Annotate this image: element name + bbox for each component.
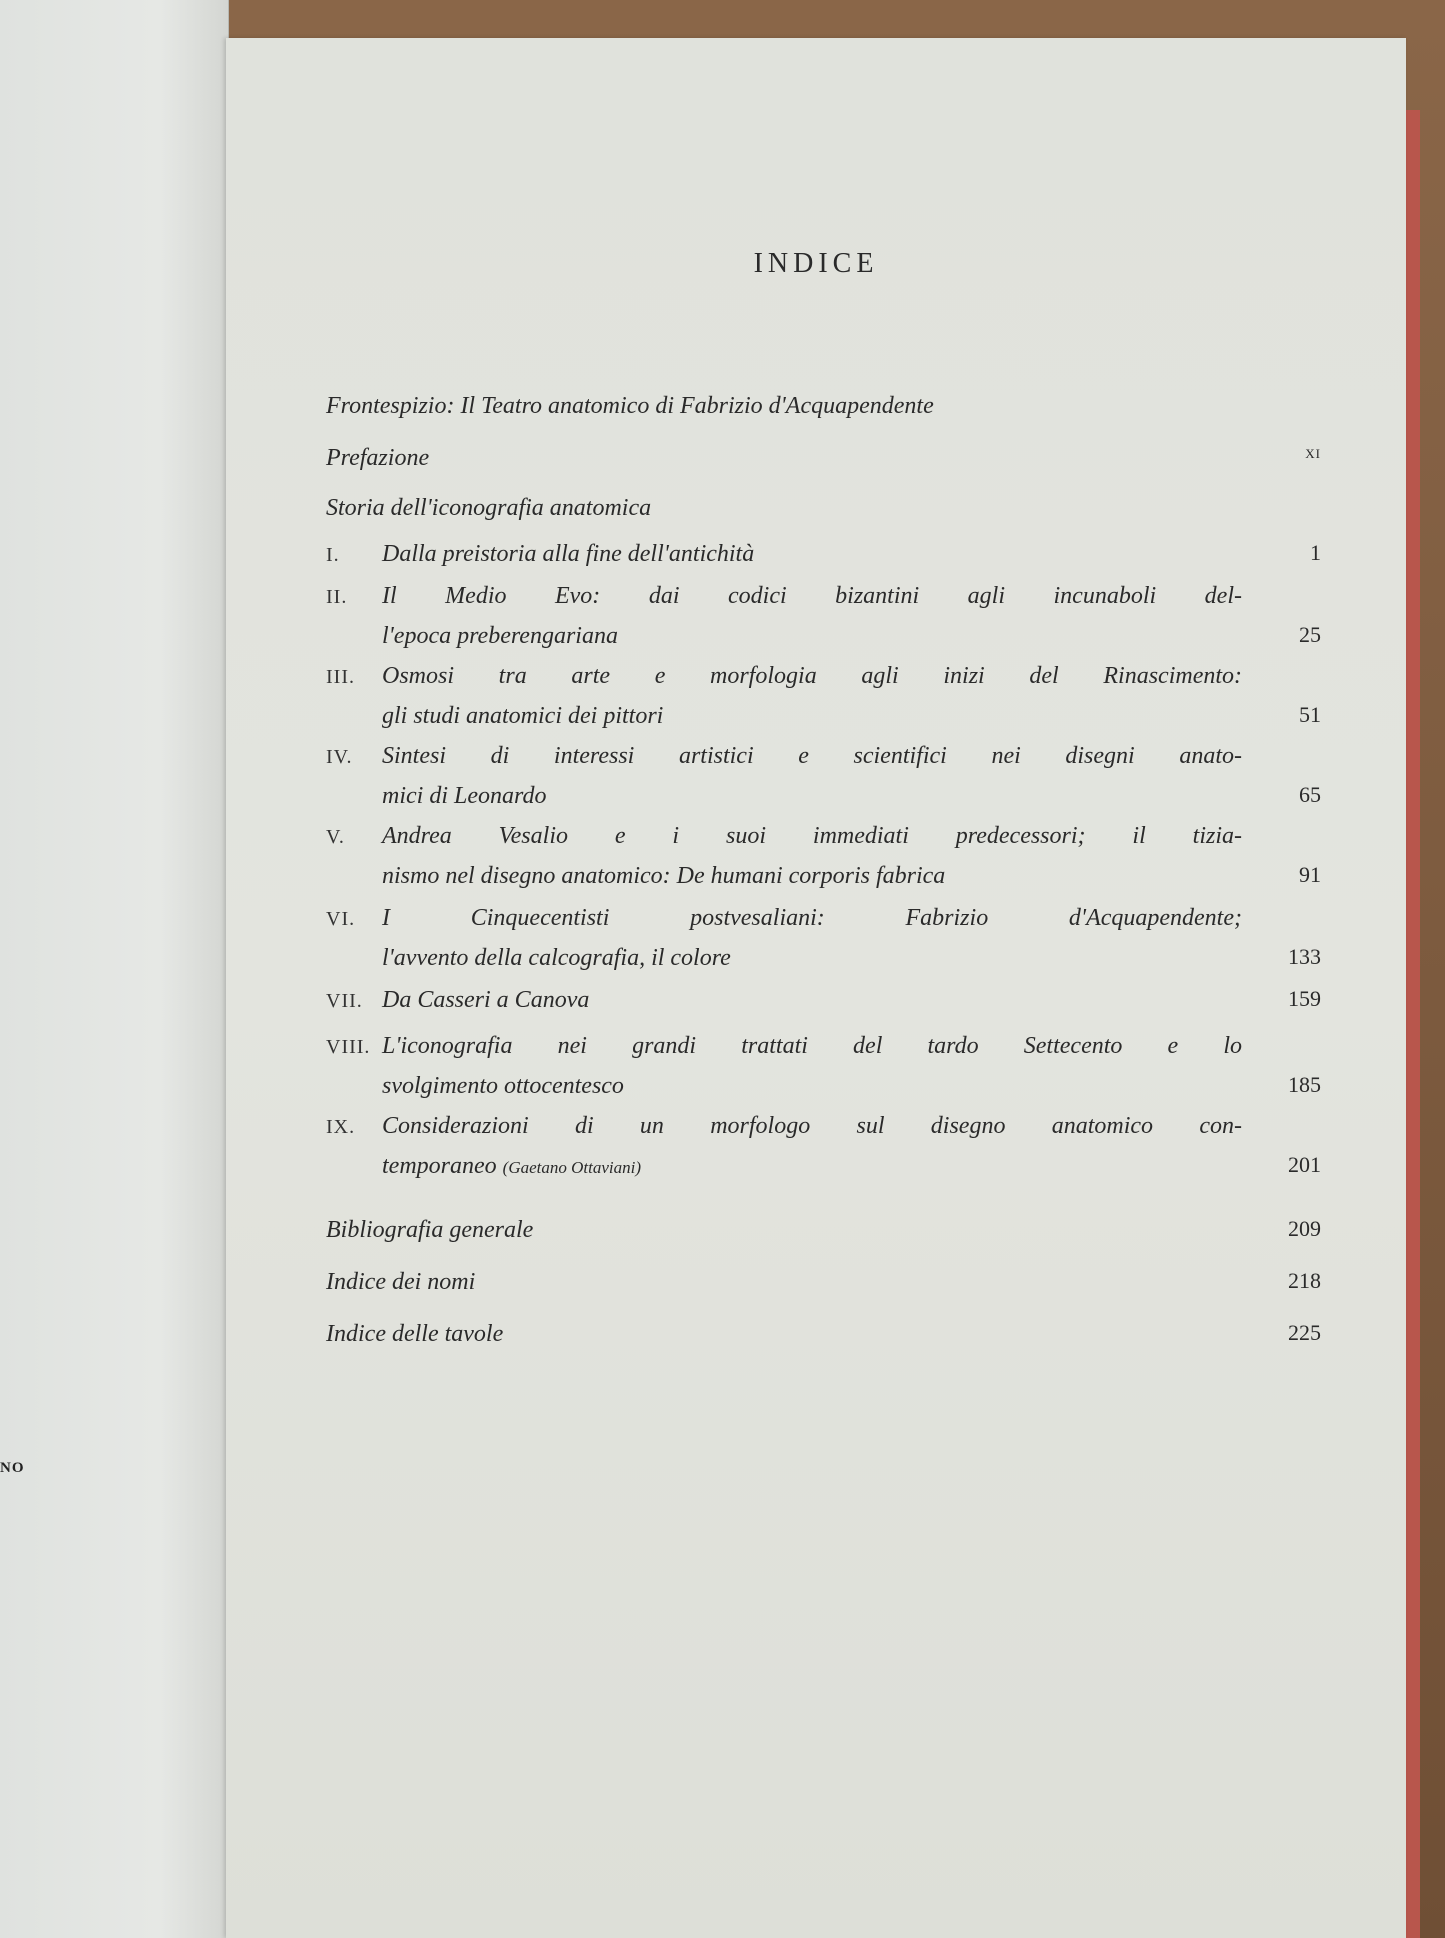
chapter-title-line: mici di Leonardo	[382, 783, 547, 809]
chapter-page: 185	[1288, 1072, 1321, 1097]
chapter-title-line: Dalla preistoria alla fine dell'antichità	[382, 541, 755, 567]
chapter-title-line: Il Medio Evo: dai codici bizantini agli incunaboli del-	[382, 583, 1242, 609]
chapter-title	[382, 1106, 1242, 1188]
chapter-page: 1	[1310, 540, 1321, 565]
chapter-title-line: Considerazioni di un morfologo sul disegno anatomico con-	[382, 1113, 1242, 1139]
right-page	[226, 38, 1406, 1938]
chapter-page: 91	[1299, 862, 1321, 887]
chapter-page: 65	[1299, 782, 1321, 807]
page-title: INDICE	[753, 248, 879, 279]
preface-label: Prefazione	[326, 445, 430, 471]
chapter-title-line: L'iconografia nei grandi trattati del tardo Settecento e lo	[382, 1033, 1242, 1059]
chapter-title-line: temporaneo	[382, 1153, 497, 1179]
appendix-label: Bibliografia generale	[326, 1217, 534, 1243]
chapter-page: 133	[1288, 944, 1321, 969]
chapter-title-line: Andrea Vesalio e i suoi immediati predecessori; il tizia-	[382, 823, 1242, 849]
chapter-title	[382, 980, 1242, 1020]
chapter-numeral: IX.	[326, 1116, 356, 1138]
section-heading: Storia dell'iconografia anatomica	[326, 495, 652, 521]
chapter-numeral: VI.	[326, 908, 356, 930]
chapter-numeral: II.	[326, 586, 348, 608]
chapter-numeral: VII.	[326, 990, 363, 1012]
chapter-title-line: I Cinquecentisti postvesaliani: Fabrizio d'Acquapendente;	[382, 905, 1242, 931]
chapter-title-line: Sintesi di interessi artistici e scientifici nei disegni anato-	[382, 743, 1242, 769]
chapter-title	[382, 1026, 1242, 1106]
chapter-numeral: I.	[326, 544, 340, 566]
appendix-page: 225	[1288, 1320, 1321, 1345]
chapter-numeral: IV.	[326, 746, 353, 768]
chapter-title-line: nismo nel disegno anatomico: De humani corporis fabrica	[382, 863, 946, 889]
chapter-title	[382, 534, 1242, 574]
chapter-numeral: VIII.	[326, 1036, 371, 1058]
chapter-title-line: Da Casseri a Canova	[382, 987, 590, 1013]
chapter-numeral: V.	[326, 826, 345, 848]
chapter-title-line: svolgimento ottocentesco	[382, 1073, 624, 1099]
chapter-page: 51	[1299, 702, 1321, 727]
chapter-author: (Gaetano Ottaviani)	[502, 1158, 641, 1177]
chapter-title	[382, 816, 1242, 896]
book-cover-edge	[1406, 110, 1420, 1938]
left-page	[0, 0, 229, 1938]
appendix-label: Indice dei nomi	[326, 1269, 476, 1295]
chapter-page: 25	[1299, 622, 1321, 647]
chapter-title	[382, 576, 1242, 656]
appendix-page: 218	[1288, 1268, 1321, 1293]
chapter-title-line: gli studi anatomici dei pittori	[382, 703, 664, 729]
left-page-edge-text: NO	[0, 1460, 25, 1476]
appendix-label: Indice delle tavole	[326, 1321, 504, 1347]
chapter-page: 201	[1288, 1152, 1321, 1177]
chapter-numeral: III.	[326, 666, 355, 688]
chapter-page: 159	[1288, 986, 1321, 1011]
chapter-title-line: l'avvento della calcografia, il colore	[382, 945, 731, 971]
chapter-title	[382, 898, 1242, 978]
appendix-page: 209	[1288, 1216, 1321, 1241]
chapter-title-line: Osmosi tra arte e morfologia agli inizi del Rinascimento:	[382, 663, 1242, 689]
chapter-title-line: l'epoca preberengariana	[382, 623, 618, 649]
frontispiece-text: Frontespizio: Il Teatro anatomico di Fabrizio d'Acquapendente	[326, 393, 934, 419]
chapter-title	[382, 736, 1242, 816]
chapter-title	[382, 656, 1242, 736]
preface-page: xi	[1305, 442, 1321, 462]
